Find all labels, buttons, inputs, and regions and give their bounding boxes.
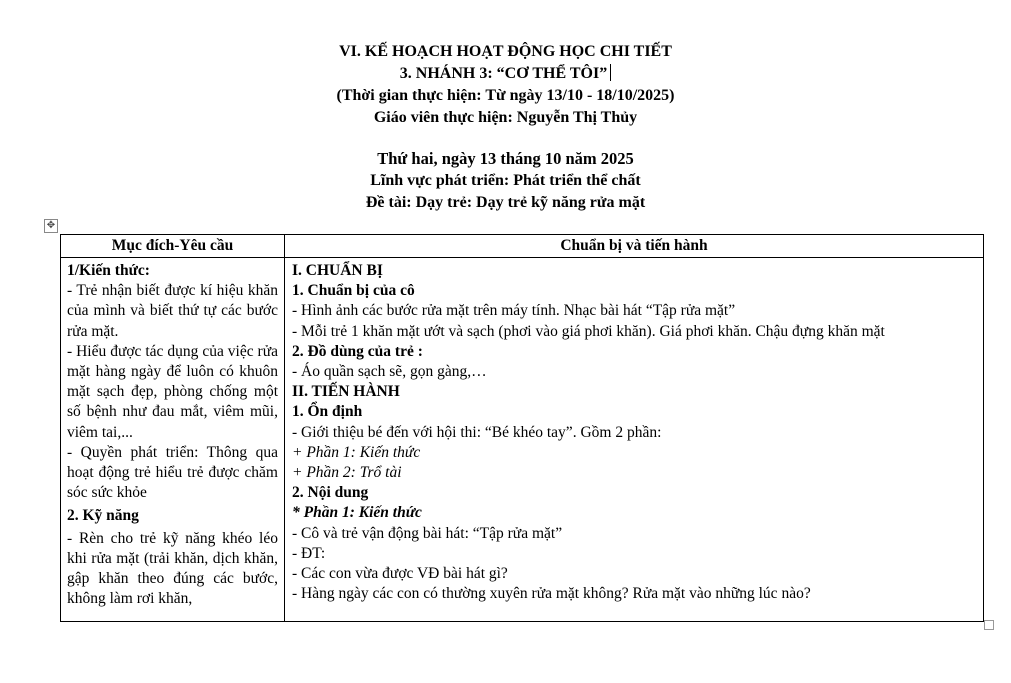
move-handle-icon[interactable]: ✥ [44,219,58,233]
knowledge-heading: 1/Kiến thức: [67,262,150,279]
list-item: - ĐT: [292,544,326,562]
teacher-name: Giáo viên thực hiện: Nguyễn Thị Thủy [373,109,638,126]
lesson-plan-table [60,234,984,622]
skill-item: - Rèn cho trẻ kỹ năng khéo léo khi rửa mặt (trải khăn, dịch khăn, gập khăn theo đúng các bước, không làm rơi khăn, [67,529,278,608]
section-title: VI. KẾ HOẠCH HOẠT ĐỘNG HỌC CHI TIẾT [339,43,672,60]
list-item: + Phần 1: Kiến thức [292,443,421,461]
table-header-row [61,235,984,258]
column-header-preparation: Chuẩn bị và tiến hành [285,235,984,258]
lesson-date: Thứ hai, ngày 13 tháng 10 năm 2025 [377,149,634,168]
lesson-topic: Đề tài: Dạy trẻ: Dạy trẻ kỹ năng rửa mặt [365,194,646,211]
list-item: - Hàng ngày các con có thường xuyên rửa mặt không? Rửa mặt vào những lúc nào? [292,585,811,603]
subsection-heading: 2. Nội dung [292,484,369,502]
objectives-cell[interactable] [61,258,285,622]
list-item: - Giới thiệu bé đến với hội thi: “Bé khéo tay”. Gồm 2 phần: [292,423,662,441]
subsection-heading: 2. Đồ dùng của trẻ : [292,342,423,360]
part-heading: * Phần 1: Kiến thức [292,504,422,522]
preparation-cell[interactable] [285,258,984,622]
knowledge-item: - Hiểu được tác dụng của việc rửa mặt hàng ngày để luôn có khuôn mặt sạch đẹp, phòng chống một số bệnh như đau mắt, viêm mũi, viêm tai,... [67,342,278,441]
list-item: - Áo quần sạch sẽ, gọn gàng,… [292,363,487,381]
section-heading: I. CHUẨN BỊ [292,262,383,279]
text-cursor [610,64,611,81]
list-item: - Các con vừa được VĐ bài hát gì? [292,565,508,583]
table-row [61,258,984,622]
list-item: - Cô và trẻ vận động bài hát: “Tập rửa mặt” [292,524,563,542]
knowledge-item: - Trẻ nhận biết được kí hiệu khăn của mình và biết thứ tự các bước rửa mặt. [67,282,278,340]
list-item: - Hình ảnh các bước rửa mặt trên máy tính. Nhạc bài hát “Tập rửa mặt” [292,302,736,320]
table-resize-handle[interactable] [984,620,994,630]
knowledge-item: - Quyền phát triển: Thông qua hoạt động trẻ hiểu trẻ được chăm sóc sức khỏe [67,443,278,502]
branch-title [0,63,1011,85]
subsection-heading: 1. Chuẩn bị của cô [292,282,415,300]
subsection-heading: 1. Ổn định [292,403,363,421]
section-heading: II. TIẾN HÀNH [292,383,400,401]
skill-heading: 2. Kỹ năng [67,507,139,525]
development-field: Lĩnh vực phát triển: Phát triển thể chất [370,172,641,189]
column-header-objectives: Mục đích-Yêu cầu [61,235,285,258]
branch-title-text: 3. NHÁNH 3: “CƠ THỂ TÔI” [399,65,608,82]
document-header [0,41,1011,214]
time-range: (Thời gian thực hiện: Từ ngày 13/10 - 18/10/2025) [336,87,675,104]
list-item: - Mỗi trẻ 1 khăn mặt ướt và sạch (phơi vào giá phơi khăn). Giá phơi khăn. Chậu đựng khăn mặt [292,322,885,340]
list-item: + Phần 2: Trổ tài [292,464,402,482]
